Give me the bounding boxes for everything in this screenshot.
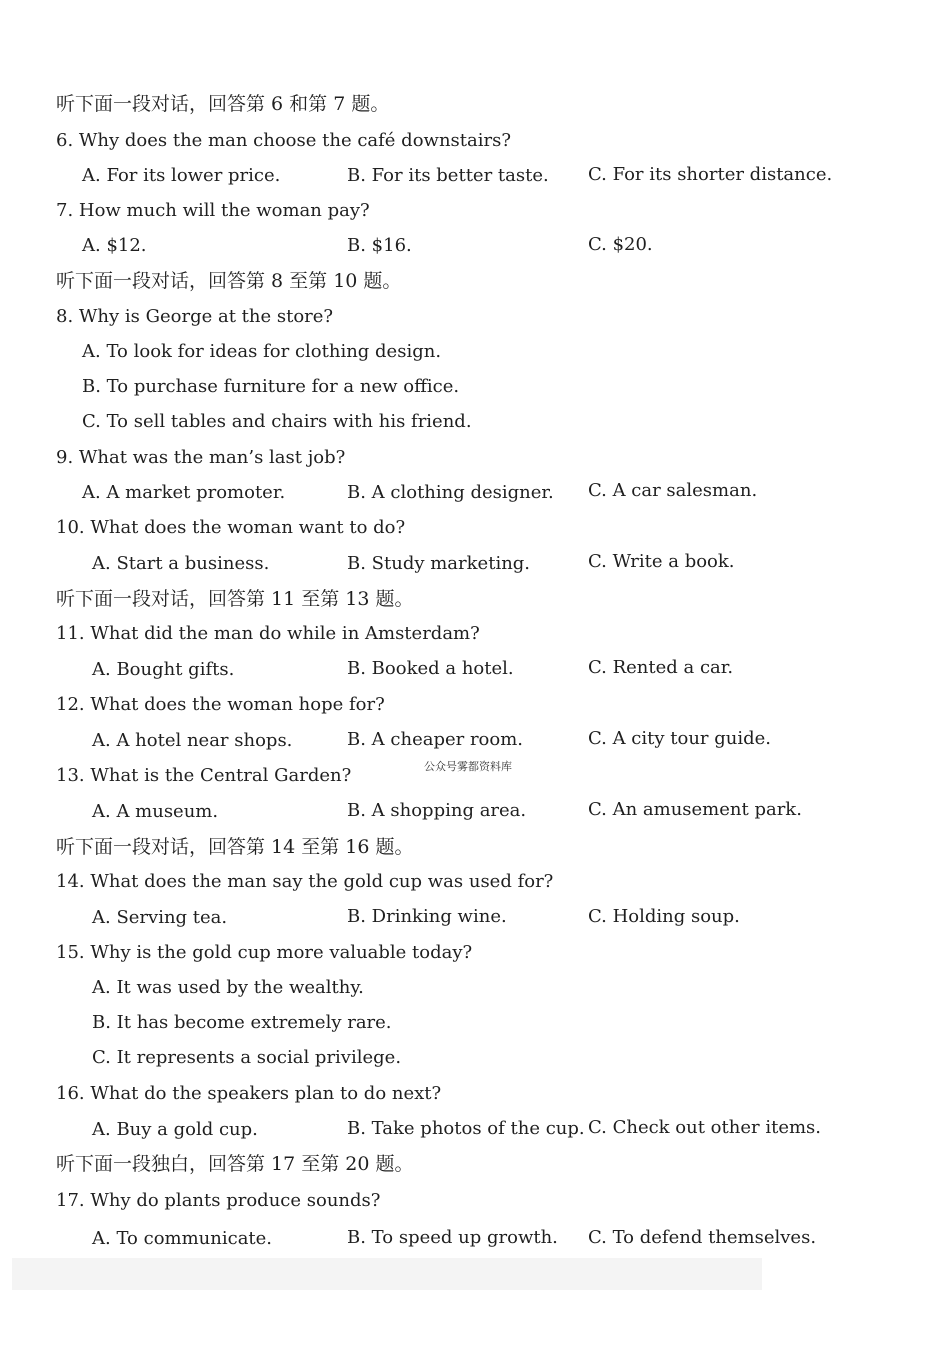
option-6b: B. For its better taste. — [347, 165, 549, 186]
option-17b: B. To speed up growth. — [347, 1227, 558, 1248]
question-7: 7. How much will the woman pay? — [56, 200, 370, 221]
question-11: 11. What did the man do while in Amsterdam? — [56, 623, 480, 644]
watermark-text: 公众号雾都资料库 — [424, 760, 512, 773]
option-17c: C. To defend themselves. — [588, 1227, 817, 1248]
question-13: 13. What is the Central Garden? — [56, 765, 352, 786]
question-9: 9. What was the man’s last job? — [56, 447, 346, 468]
option-6c: C. For its shorter distance. — [588, 164, 833, 185]
option-15a: A. It was used by the wealthy. — [92, 977, 364, 998]
question-8: 8. Why is George at the store? — [56, 306, 334, 327]
option-14c: C. Holding soup. — [588, 906, 740, 927]
option-16a: A. Buy a gold cup. — [92, 1119, 258, 1140]
question-6: 6. Why does the man choose the café downstairs? — [56, 130, 511, 151]
question-17: 17. Why do plants produce sounds? — [56, 1190, 381, 1211]
option-16c: C. Check out other items. — [588, 1117, 821, 1138]
option-7a: A. $12. — [82, 235, 147, 256]
question-14: 14. What does the man say the gold cup was used for? — [56, 871, 554, 892]
option-12a: A. A hotel near shops. — [92, 730, 293, 751]
question-16: 16. What do the speakers plan to do next? — [56, 1083, 442, 1104]
question-10: 10. What does the woman want to do? — [56, 517, 406, 538]
section-heading: 听下面一段对话，回答第 6 和第 7 题。 — [56, 93, 390, 115]
option-6a: A. For its lower price. — [82, 165, 281, 186]
option-13c: C. An amusement park. — [588, 799, 802, 820]
option-13b: B. A shopping area. — [347, 800, 527, 821]
option-11c: C. Rented a car. — [588, 657, 734, 678]
option-15b: B. It has become extremely rare. — [92, 1012, 392, 1033]
option-10c: C. Write a book. — [588, 551, 735, 572]
option-12c: C. A city tour guide. — [588, 728, 772, 749]
section-heading: 听下面一段对话，回答第 11 至第 13 题。 — [56, 588, 414, 610]
option-12b: B. A cheaper room. — [347, 729, 524, 750]
section-heading: 听下面一段独白，回答第 17 至第 20 题。 — [56, 1153, 414, 1175]
option-9a: A. A market promoter. — [82, 482, 286, 503]
question-12: 12. What does the woman hope for? — [56, 694, 385, 715]
scan-shadow — [12, 1258, 762, 1290]
option-9c: C. A car salesman. — [588, 480, 758, 501]
option-11a: A. Bought gifts. — [92, 659, 235, 680]
option-14b: B. Drinking wine. — [347, 906, 507, 927]
option-10a: A. Start a business. — [92, 553, 270, 574]
option-8b: B. To purchase furniture for a new office. — [82, 376, 460, 397]
section-heading: 听下面一段对话，回答第 8 至第 10 题。 — [56, 270, 402, 292]
option-14a: A. Serving tea. — [92, 907, 228, 928]
option-9b: B. A clothing designer. — [347, 482, 554, 503]
question-15: 15. Why is the gold cup more valuable today? — [56, 942, 473, 963]
option-10b: B. Study marketing. — [347, 553, 531, 574]
option-8a: A. To look for ideas for clothing design. — [82, 341, 442, 362]
option-16b: B. Take photos of the cup. — [347, 1118, 585, 1139]
option-15c: C. It represents a social privilege. — [92, 1047, 402, 1068]
section-heading: 听下面一段对话，回答第 14 至第 16 题。 — [56, 836, 414, 858]
option-13a: A. A museum. — [92, 801, 219, 822]
option-11b: B. Booked a hotel. — [347, 658, 514, 679]
option-8c: C. To sell tables and chairs with his friend. — [82, 411, 472, 432]
option-7b: B. $16. — [347, 235, 412, 256]
option-7c: C. $20. — [588, 234, 653, 255]
option-17a: A. To communicate. — [92, 1228, 273, 1249]
